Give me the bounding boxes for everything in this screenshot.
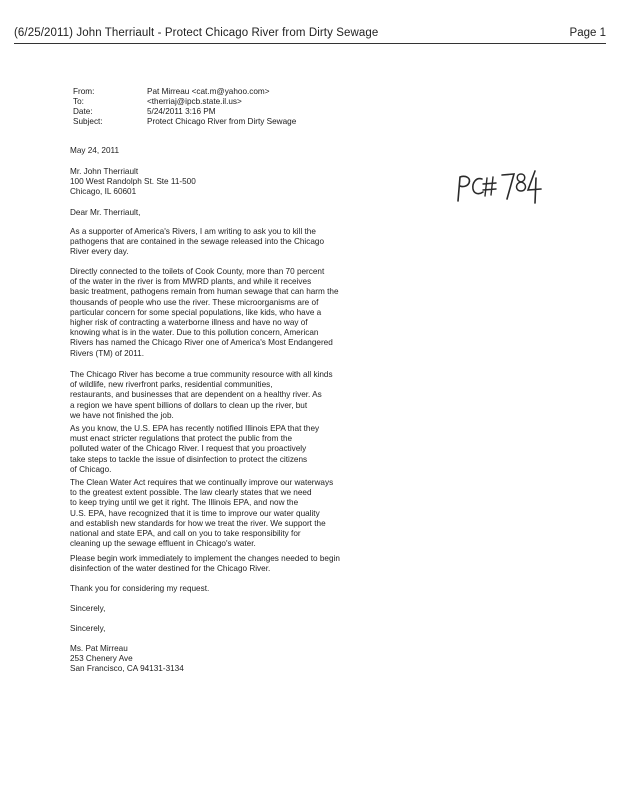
- text-line: Directly connected to the toilets of Cook County, more than 70 percent: [70, 267, 325, 276]
- paragraph-2: [70, 267, 339, 359]
- address-line: Chicago, IL 60601: [70, 187, 137, 197]
- text-line: Sincerely,: [70, 604, 106, 613]
- text-line: The Chicago River has become a true community resource with all kinds: [70, 370, 333, 379]
- text-line: thousands of people who use the river. These microorganisms are of: [70, 297, 319, 307]
- text-line: 253 Chenery Ave: [70, 654, 133, 664]
- recipient-address: [70, 167, 196, 198]
- page-number: Page 1: [569, 27, 606, 39]
- meta-label: Subject:: [73, 117, 103, 126]
- text-line: basic treatment, pathogens remain from human sewage that can harm the: [70, 287, 339, 297]
- paragraph-6: [70, 554, 340, 574]
- text-line: As a supporter of America's Rivers, I am writing to ask you to kill the: [70, 227, 316, 236]
- paragraph-7: [70, 584, 209, 594]
- sender-signature: [70, 644, 184, 675]
- paragraph-4: [70, 424, 319, 475]
- text-line: of wildlife, new riverfront parks, residential communities,: [70, 380, 273, 390]
- text-line: U.S. EPA, have recognized that it is time to improve our water quality: [70, 508, 320, 518]
- text-line: a region we have spent billions of dollars to clean up the river, but: [70, 400, 308, 410]
- document-title: (6/25/2011) John Therriault - Protect Chicago River from Dirty Sewage: [14, 27, 379, 39]
- text-line: San Francisco, CA 94131-3134: [70, 664, 184, 674]
- text-line: cleaning up the sewage effluent in Chicago's water.: [70, 539, 256, 549]
- meta-to: [73, 97, 296, 107]
- text-line: Ms. Pat Mirreau: [70, 644, 128, 653]
- text-line: Thank you for considering my request.: [70, 584, 210, 593]
- text-line: knowing what is in the water. Due to this pollution concern, American: [70, 328, 319, 338]
- text-line: Please begin work immediately to implement the changes needed to begin: [70, 554, 340, 563]
- text-line: take steps to tackle the issue of disinfection to protect the citizens: [70, 454, 308, 464]
- text-line: to keep trying until we get it right. The Illinois EPA, and now the: [70, 498, 299, 508]
- address-line: Mr. John Therriault: [70, 167, 139, 176]
- meta-value: Pat Mirreau <cat.m@yahoo.com>: [147, 87, 270, 96]
- paragraph-3: [70, 370, 333, 421]
- meta-label: From:: [73, 87, 95, 96]
- text-line: Sincerely,: [70, 624, 106, 633]
- meta-from: [73, 87, 296, 97]
- text-line: and establish new standards for how we treat the river. We support the: [70, 518, 326, 528]
- text-line: The Clean Water Act requires that we continually improve our waterways: [70, 478, 334, 487]
- text-line: to the greatest extent possible. The law clearly states that we need: [70, 488, 312, 498]
- text-line: national and state EPA, and call on you to take responsibility for: [70, 529, 301, 539]
- text-line: polluted water of the Chicago River. I request that you proactively: [70, 444, 307, 454]
- text-line: of the water in the river is from MWRD plants, and while it receives: [70, 277, 312, 287]
- handwritten-stamp: [452, 163, 542, 208]
- salutation: Dear Mr. Therriault,: [70, 208, 141, 217]
- header-divider: [14, 43, 606, 44]
- email-metadata: [73, 87, 296, 127]
- text-line: higher risk of contracting a waterborne illness and have no way of: [70, 318, 308, 328]
- text-line: River every day.: [70, 247, 129, 257]
- text-line: Rivers has named the Chicago River one of America's Most Endangered: [70, 338, 333, 348]
- paragraph-5: [70, 478, 333, 549]
- text-line: of Chicago.: [70, 464, 112, 474]
- meta-value: <therriaj@ipcb.state.il.us>: [147, 97, 242, 106]
- meta-date: [73, 107, 296, 117]
- text-line: restaurants, and businesses that are dependent on a healthy river. As: [70, 390, 322, 400]
- meta-subject: [73, 117, 296, 127]
- text-line: must enact stricter regulations that protect the public from the: [70, 434, 293, 444]
- address-line: 100 West Randolph St. Ste 11-500: [70, 177, 196, 187]
- closing-2: [70, 624, 105, 634]
- text-line: pathogens that are contained in the sewage released into the Chicago: [70, 237, 324, 247]
- text-line: Rivers (TM) of 2011.: [70, 348, 145, 358]
- text-line: disinfection of the water destined for the Chicago River.: [70, 564, 271, 574]
- closing-1: [70, 604, 105, 614]
- letter-date: May 24, 2011: [70, 146, 120, 155]
- meta-label: Date:: [73, 107, 93, 116]
- text-line: we have not finished the job.: [70, 410, 174, 420]
- paragraph-1: [70, 227, 324, 258]
- meta-value: 5/24/2011 3:16 PM: [147, 107, 216, 116]
- text-line: particular concern for some special populations, like kids, who have a: [70, 307, 322, 317]
- page-header: [14, 27, 606, 43]
- text-line: As you know, the U.S. EPA has recently notified Illinois EPA that they: [70, 424, 320, 433]
- meta-value: Protect Chicago River from Dirty Sewage: [147, 117, 297, 126]
- meta-label: To:: [73, 97, 84, 106]
